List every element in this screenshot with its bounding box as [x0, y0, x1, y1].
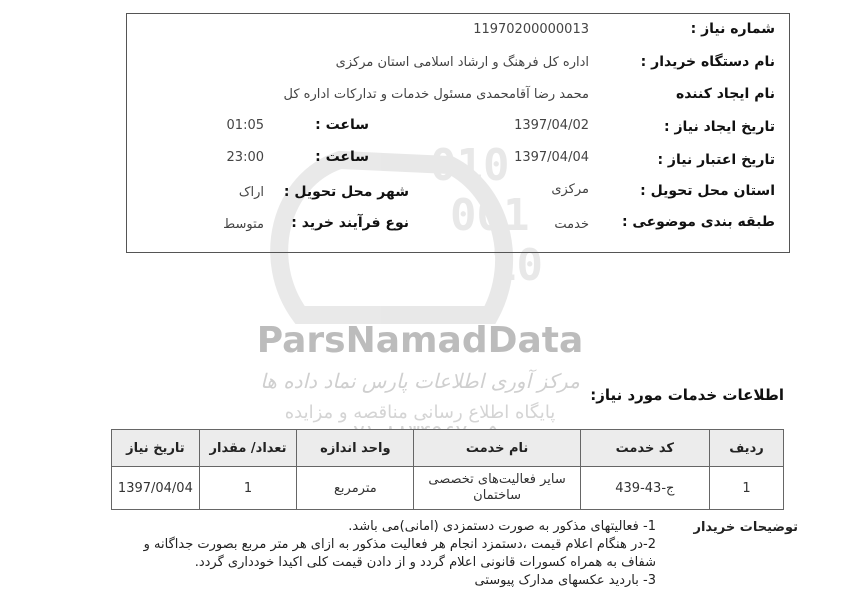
tender-number-value: 11970200000013 [473, 22, 589, 37]
note-line-3: 3- بارديد عکسهای مدارک پیوستی [474, 573, 656, 588]
note-line-2: 2-در هنگام اعلام قیمت ،دستمزد انجام هر فعالیت مذکور به ازای هر متر مربع بصورت جداگانه و شفاف به همراه کسورات قانونی اعلام گردد و از دادن قیمت کلی اکیدا خودداری گردد. [143, 537, 656, 570]
cell-quantity: 1 [199, 467, 297, 510]
process-label: نوع فرآیند خرید : [291, 215, 409, 231]
city-label: شهر محل تحویل : [283, 184, 409, 200]
cell-need-date: 1397/04/04 [112, 467, 200, 510]
province-value: مرکزی [551, 182, 589, 197]
watermark-line2: پایگاه اطلاع رسانی مناقصه و مزایده [284, 402, 556, 423]
city-value: اراک [238, 185, 264, 200]
services-table [111, 429, 784, 510]
svg-text:10: 10 [490, 240, 543, 291]
process-value: متوسط [223, 217, 264, 232]
creator-value: محمد رضا آقامحمدی مسئول خدمات و تدارکات اداره کل [283, 87, 589, 102]
watermark-brand: ParsNamadData [256, 320, 584, 361]
buyer-notes [116, 518, 656, 590]
valid-date-label: تاریخ اعتبار نیاز : [657, 152, 775, 168]
valid-time-label: ساعت : [315, 149, 369, 165]
category-value: خدمت [554, 217, 589, 232]
header-unit: واحد اندازه [297, 430, 414, 467]
note-line-1: 1- فعالیتهای مذکور به صورت دستمزدی (امانی)می باشد. [348, 519, 656, 534]
svg-text:010: 010 [430, 140, 510, 191]
valid-time-value: 23:00 [226, 150, 264, 165]
table-row [112, 467, 784, 510]
services-title: اطلاعات خدمات مورد نیاز: [590, 386, 784, 404]
table-header-row [112, 430, 784, 467]
tender-info-box [126, 13, 790, 253]
header-need-date: تاریخ نیاز [112, 430, 200, 467]
tender-number-label: شماره نیاز : [690, 21, 775, 37]
creator-label: نام ایجاد کننده [675, 86, 775, 102]
header-quantity: تعداد/ مقدار [199, 430, 297, 467]
province-label: استان محل تحویل : [640, 183, 775, 199]
created-date-label: تاریخ ایجاد نیاز : [663, 119, 775, 135]
created-time-label: ساعت : [315, 117, 369, 133]
created-time-value: 01:05 [226, 118, 264, 133]
header-service-code: کد خدمت [580, 430, 709, 467]
buyer-notes-label: توضیحات خریدار [693, 520, 798, 535]
buyer-label: نام دستگاه خریدار : [640, 54, 775, 70]
created-date-value: 1397/04/02 [514, 118, 589, 133]
valid-date-value: 1397/04/04 [514, 150, 589, 165]
cell-service-code: ج-43-439 [580, 467, 709, 510]
cell-row-number: 1 [709, 467, 783, 510]
header-service-name: نام خدمت [414, 430, 580, 467]
category-label: طبقه بندی موضوعی : [621, 214, 775, 230]
svg-text:001: 001 [450, 190, 530, 241]
buyer-value: اداره کل فرهنگ و ارشاد اسلامی استان مرکزی [335, 55, 589, 70]
header-row-number: ردیف [709, 430, 783, 467]
cell-service-name: سایر فعالیت‌های تخصصی ساختمان [414, 467, 580, 510]
cell-unit: مترمربع [297, 467, 414, 510]
watermark-line1: مرکز آوری اطلاعات پارس نماد داده ها [260, 369, 580, 393]
